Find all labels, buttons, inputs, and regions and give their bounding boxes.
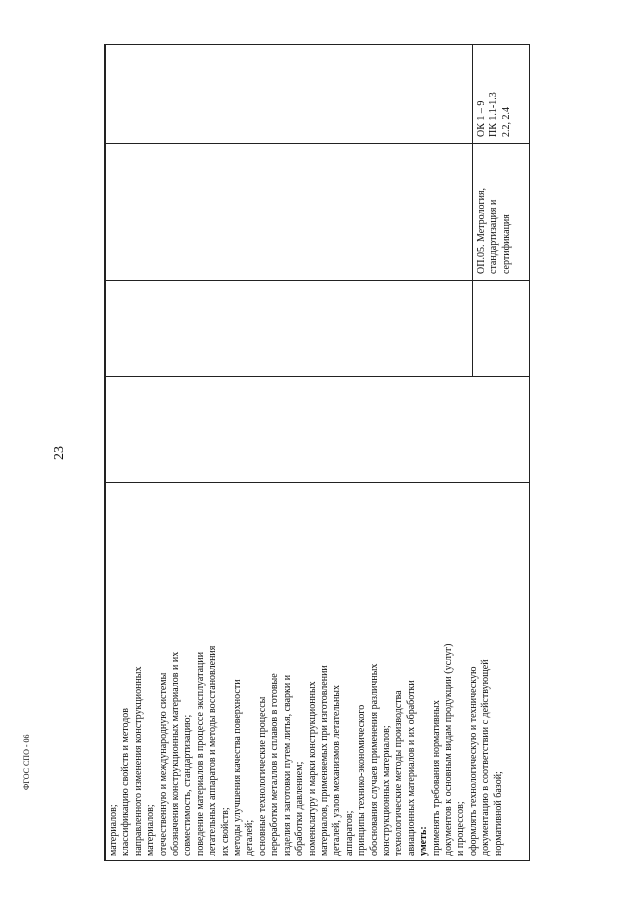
text-line: ОК 1 – 9 <box>476 100 487 137</box>
text-line: нормативной базой; <box>492 771 504 856</box>
text-line: деталей; <box>244 819 256 856</box>
text-line: уметь: <box>418 826 430 856</box>
text-line: материалов; <box>145 804 157 856</box>
row-divider-2 <box>104 280 530 281</box>
text-line: совместимость, стандартизацию; <box>182 714 194 856</box>
text-line: документацию в соответствии с действующей <box>480 659 492 856</box>
content-text <box>108 644 505 856</box>
row-divider-1 <box>104 143 530 144</box>
discipline-text <box>476 188 513 274</box>
table-border-bottom <box>104 860 530 861</box>
text-line: технологические методы производства <box>393 690 405 856</box>
text-line: основные технологические процессы <box>256 696 268 856</box>
text-line: стандартизация и <box>488 199 500 274</box>
table-border-top <box>104 44 530 45</box>
text-line: их свойств; <box>219 807 231 856</box>
column-divider-right <box>472 44 473 377</box>
text-line: поведение материалов в процессе эксплуатации <box>194 651 206 856</box>
row-divider-3 <box>104 376 530 377</box>
text-line: применять требования нормативных <box>430 700 442 856</box>
text-line: авиационных материалов и их обработки <box>405 680 417 856</box>
text-line: принципы технико-экономического <box>356 704 368 856</box>
column-divider-left <box>105 44 106 861</box>
text-line: материалов, применяемых при изготовлении <box>318 665 330 856</box>
text-line: классификацию свойств и методов <box>120 707 132 856</box>
competence-table <box>104 44 530 861</box>
text-line: и процессов; <box>455 801 467 856</box>
page-number: 23 <box>52 446 67 460</box>
text-line: переработки металлов и сплавов в готовые <box>269 673 281 856</box>
competence-text <box>476 92 513 137</box>
text-line: материалов; <box>108 804 119 856</box>
text-line: обработки давлением; <box>294 761 306 856</box>
text-line: изделия и заготовки путем литья, сварки и <box>281 674 293 856</box>
text-line: методы улучшения качества поверхности <box>232 679 244 856</box>
text-line: оформлять технологическую и техническую <box>467 666 479 856</box>
text-line: летательных аппаратов и методы восстановления <box>207 645 219 856</box>
text-line: аппаратов; <box>343 810 355 856</box>
text-line: отечественную и международную системы <box>157 672 169 856</box>
row-divider-4 <box>104 482 530 483</box>
text-line: конструкционных материалов; <box>380 725 392 856</box>
text-line: 2.2, 2.4 <box>500 107 512 137</box>
text-line: деталей, узлов механизмов летательных <box>331 684 343 856</box>
footer-document-mark: ФГОС СПО - 06 <box>22 734 31 790</box>
text-line: документов к основным видам продукции (услуг) <box>442 643 454 856</box>
text-line: обозначения конструкционных материалов и их <box>170 651 182 856</box>
text-line: сертификация <box>500 214 512 274</box>
text-line: ПК 1.1-1.3 <box>488 92 500 137</box>
text-line: направленного изменения конструкционных <box>132 666 144 856</box>
table-border-right <box>529 44 530 861</box>
text-line: номенклатуру и марки конструкционных <box>306 681 318 856</box>
text-line: ОП.05. Метрология, <box>476 187 487 274</box>
text-line: обоснования случаев применения различных <box>368 663 380 856</box>
